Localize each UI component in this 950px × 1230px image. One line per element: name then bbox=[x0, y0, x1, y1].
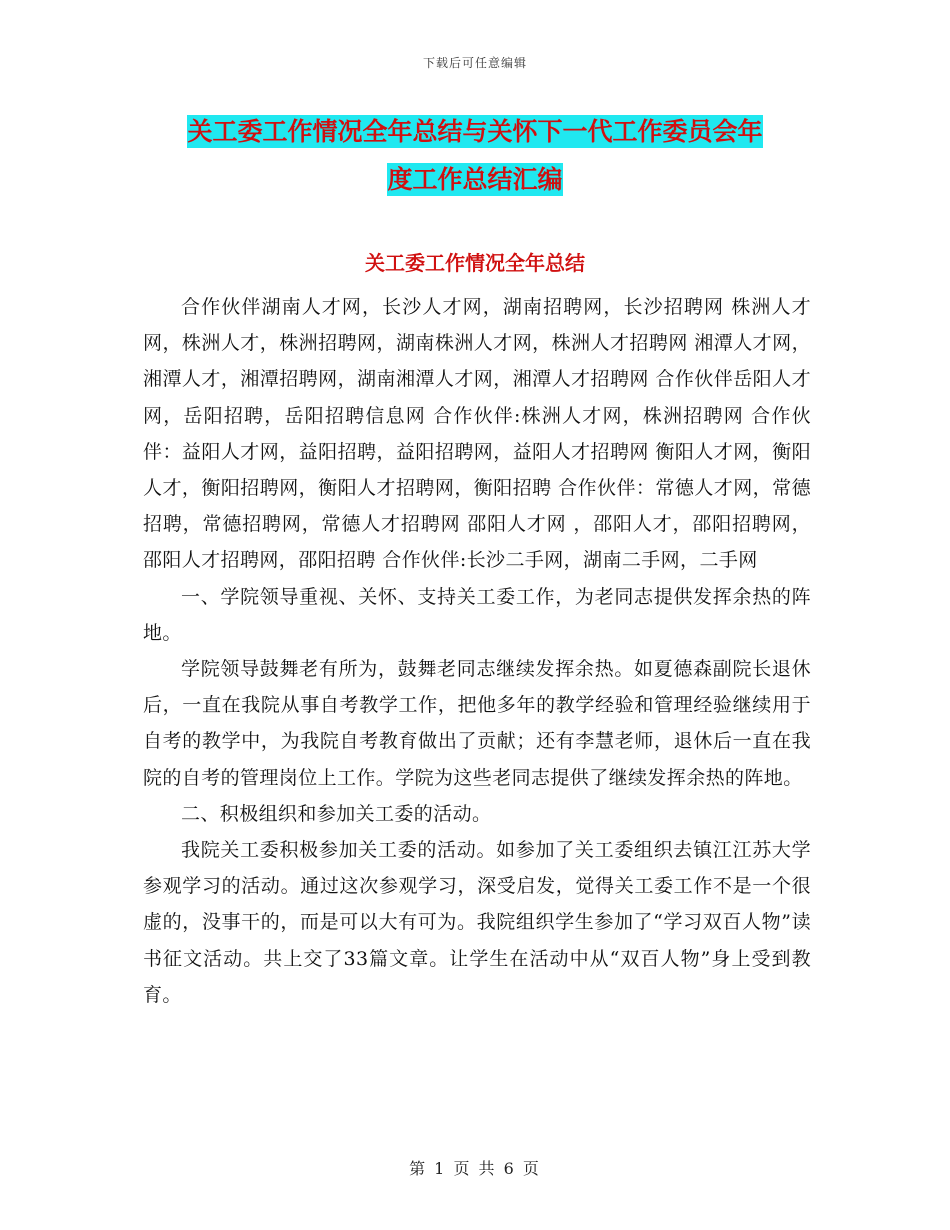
header-note: 下载后可任意编辑 bbox=[422, 56, 527, 70]
paragraph-partners: 合作伙伴湖南人才网，长沙人才网，湖南招聘网，长沙招聘网 株洲人才网，株洲人才，株洲招聘网，湖南株洲人才网，株洲人才招聘网 湘潭人才网，湘潭人才，湘潭招聘网，湖南湘潭人才网，湘潭人才招聘网 合作伙伴岳阳人才网，岳阳招聘，岳阳招聘信息网 合作伙伴:株洲人才网，株洲招聘网 合作伙伴：益阳人才网，益阳招聘，益阳招聘网，益阳人才招聘网 衡阳人才网，衡阳人才，衡阳招聘网，衡阳人才招聘网，衡阳招聘 合作伙伴：常德人才网，常德招聘，常德招聘网，常德人才招聘网 邵阳人才网 ，邵阳人才，邵阳招聘网，邵阳人才招聘网，邵阳招聘 合作伙伴:长沙二手网，湖南二手网，二手网 bbox=[143, 296, 811, 572]
section-title: 关工委工作情况全年总结 bbox=[365, 251, 585, 275]
page-footer: 第 1 页 共 6 页 bbox=[409, 1159, 541, 1178]
body-text bbox=[143, 289, 811, 1013]
paragraph-activities: 我院关工委积极参加关工委的活动。如参加了关工委组织去镇江江苏大学参观学习的活动。通过这次参观学习，深受启发，觉得关工委工作不是一个很虚的，没事干的，而是可以大有可为。我院组织学生参加了“学习双百人物”读书征文活动。共上交了33篇文章。让学生在活动中从“双百人物”身上受到教育。 bbox=[143, 839, 811, 1006]
title-line-1: 关工委工作情况全年总结与关怀下一代工作委员会年 bbox=[187, 117, 763, 146]
paragraph-heading-1: 一、学院领导重视、关怀、支持关工委工作，为老同志提供发挥余热的阵地。 bbox=[143, 585, 811, 644]
paragraph-leadership: 学院领导鼓舞老有所为，鼓舞老同志继续发挥余热。如夏德森副院长退休后，一直在我院从事自考教学工作，把他多年的教学经验和管理经验继续用于自考的教学中，为我院自考教育做出了贡献；还有李慧老师，退休后一直在我院的自考的管理岗位上工作。学院为这些老同志提供了继续发挥余热的阵地。 bbox=[143, 658, 811, 789]
paragraph-heading-2: 二、积极组织和参加关工委的活动。 bbox=[181, 802, 492, 825]
title-line-2: 度工作总结汇编 bbox=[387, 165, 563, 194]
document-title bbox=[120, 108, 830, 204]
